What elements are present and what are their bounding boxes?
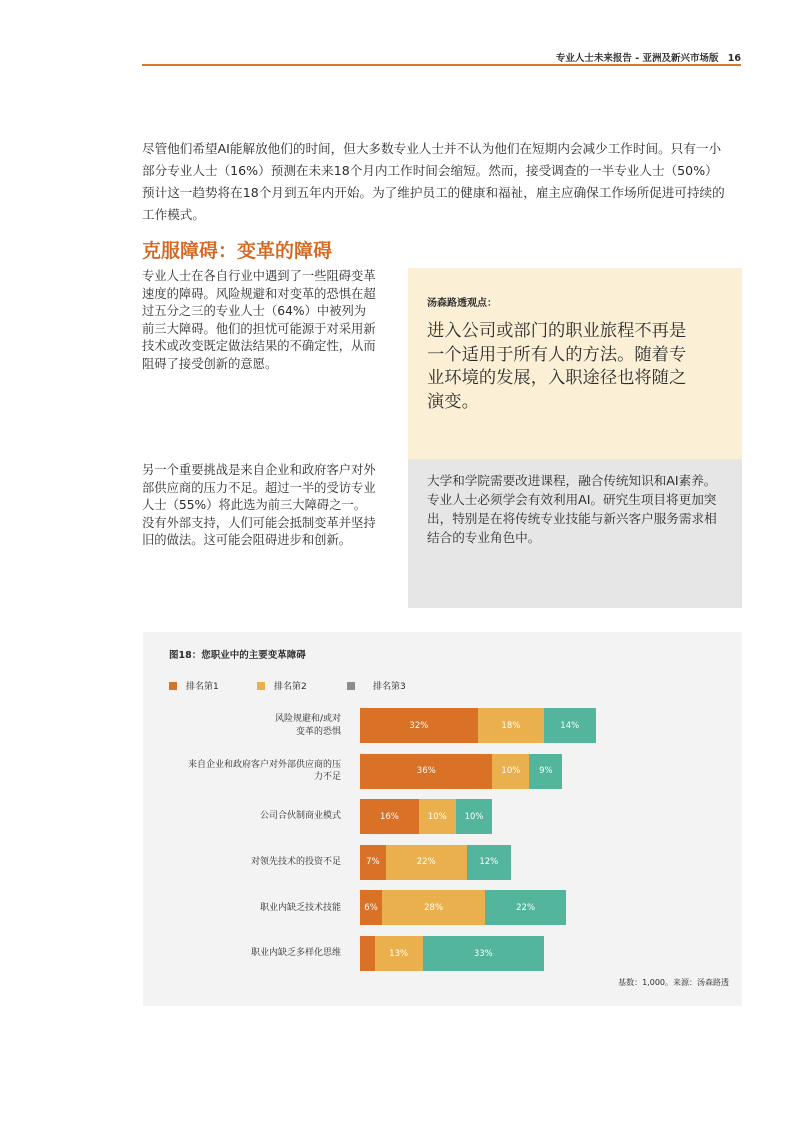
data-label: 10%: [464, 811, 484, 822]
intro-paragraph: 尽管他们希望AI能解放他们的时间，但大多数专业人士并不认为他们在短期内会减少工作时间。只有一小部分专业人士（16%）预测在未来18个月内工作时间会缩短。然而，接受调查的一半专业人士（50%）预计这一趋势将在18个月到五年内开始。为了维护员工的健康和福祉，雇主应确保工作场所促进可持续的工作模式。: [142, 141, 725, 222]
category-label-line: 变革的恐惧: [295, 726, 341, 737]
data-label: 9%: [539, 766, 553, 777]
category-label-line: 对领先技术的投资不足: [250, 857, 341, 868]
data-label: 6%: [364, 902, 378, 913]
category-label: [141, 713, 341, 738]
insight-callout: [408, 268, 742, 459]
legend-label-rank1: 排名第1: [186, 682, 219, 692]
bar-segment-rank1: [360, 890, 382, 925]
bar-segment-rank2: [478, 708, 544, 743]
data-label: 32%: [409, 720, 429, 731]
data-label: 16%: [379, 811, 399, 822]
bar-segment-rank3: [456, 799, 493, 834]
running-header: [556, 50, 741, 64]
data-label: 36%: [416, 766, 436, 777]
insight-quote: 进入公司或部门的职业旅程不再是一个适用于所有人的方法。随着专业环境的发展，入职途径也将随之演变。: [427, 321, 687, 412]
category-label-line: 风险规避和/或对: [274, 714, 341, 724]
bar-segment-rank2: [382, 890, 485, 925]
category-label-line: 来自企业和政府客户对外部供应商的压: [187, 759, 341, 770]
category-label: [141, 947, 341, 960]
data-label: 33%: [473, 948, 493, 959]
bar-segment-rank1: [360, 845, 386, 880]
data-label: 22%: [516, 902, 536, 913]
bar-segment-rank2: [375, 936, 423, 971]
bar-segment-rank1: [360, 754, 492, 789]
header-rule: [142, 64, 741, 66]
data-label: 7%: [366, 857, 380, 868]
chart-source-note: 基数：1,000。来源：汤森路透: [618, 978, 729, 987]
chart-title: 图18：您职业中的主要变革障碍: [169, 650, 306, 661]
body-paragraph-1: 专业人士在各自行业中遇到了一些阻碍变革速度的障碍。风险规避和对变革的恐惧在超过五分之三的专业人士（64%）中被列为前三大障碍。他们的担忧可能源于对采用新技术或改变既定做法结果的不确定性，从而阻碍了接受创新的意愿。: [142, 269, 376, 371]
body-paragraph-2: 另一个重要挑战是来自企业和政府客户对外部供应商的压力不足。超过一半的受访专业人士（55%）将此选为前三大障碍之一。没有外部支持，人们可能会抵制变革并坚持旧的做法。这可能会阻碍进步和创新。: [142, 463, 376, 548]
report-title: 专业人士未来报告 - 亚洲及新兴市场版: [555, 53, 719, 64]
data-label: 18%: [501, 720, 521, 731]
data-label: 22%: [416, 857, 436, 868]
bar-segment-rank3: [467, 845, 511, 880]
legend-item-rank2: [257, 679, 307, 692]
legend-swatch-rank1: [169, 682, 177, 690]
bar-segment-rank3: [529, 754, 562, 789]
bar-segment-rank3: [544, 708, 596, 743]
insight-label: 汤森路透观点：: [427, 298, 497, 309]
data-label: 13%: [389, 948, 409, 959]
bar-segment-rank1: [360, 708, 478, 743]
data-label: 12%: [479, 857, 499, 868]
category-label: [141, 902, 341, 915]
bar-segment-rank2: [419, 799, 456, 834]
bar-segment-rank3: [423, 936, 544, 971]
category-label-line: 公司合伙制商业模式: [259, 811, 341, 822]
category-label-line: 职业内缺乏多样化思维: [250, 948, 341, 959]
category-label: [141, 810, 341, 823]
legend-item-rank3: [347, 679, 406, 692]
legend-item-rank1: [169, 679, 219, 692]
education-callout: [408, 459, 742, 608]
section-title: 克服障碍：变革的障碍: [142, 240, 333, 262]
data-label: 14%: [560, 720, 580, 731]
data-label: 10%: [501, 766, 521, 777]
category-label-line: 力不足: [313, 772, 341, 783]
legend-swatch-rank3: [347, 682, 355, 690]
legend-label-rank2: 排名第2: [274, 682, 307, 692]
data-label: 10%: [427, 811, 447, 822]
figure-18: [143, 632, 742, 1006]
data-label: 28%: [424, 902, 444, 913]
bar-segment-rank1: [360, 799, 419, 834]
page-number: 16: [727, 53, 741, 64]
bar-segment-rank1: [360, 936, 375, 971]
bar-segment-rank2: [386, 845, 467, 880]
bar-segment-rank2: [492, 754, 529, 789]
legend-swatch-rank2: [257, 682, 265, 690]
education-text: 大学和学院需要改进课程，融合传统知识和AI素养。专业人士必须学会有效利用AI。研究生项目将更加突出，特别是在将传统专业技能与新兴客户服务需求相结合的专业角色中。: [427, 473, 717, 545]
category-label: [141, 759, 341, 784]
category-label: [141, 856, 341, 869]
bar-segment-rank3: [485, 890, 566, 925]
legend-label-rank3: 排名第3: [373, 682, 406, 692]
category-label-line: 职业内缺乏技术技能: [259, 902, 341, 913]
